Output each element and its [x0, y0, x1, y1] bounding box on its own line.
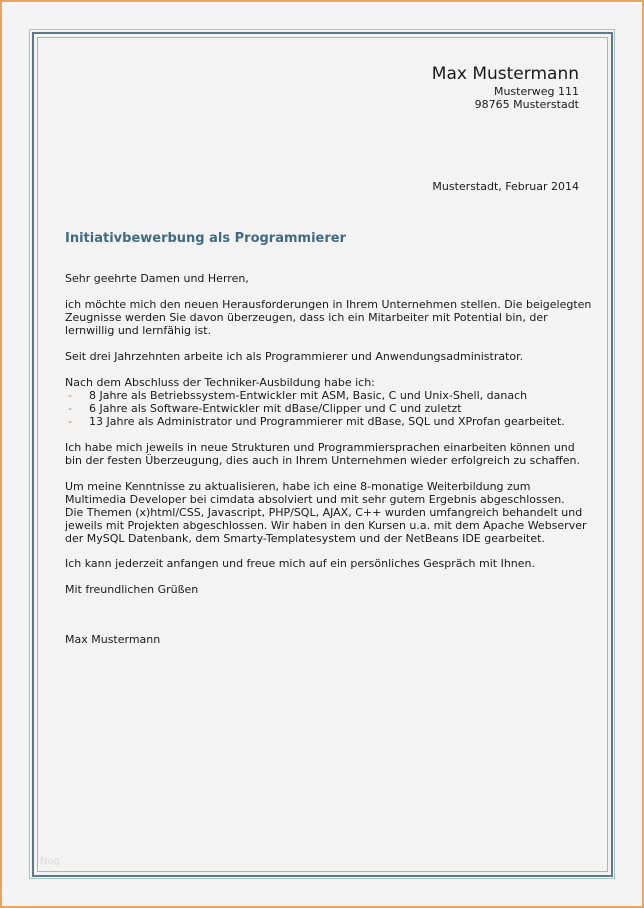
list-item: [65, 415, 565, 428]
list-item-text: 13 Jahre als Administrator und Programmierer mit dBase, SQL und XProfan gearbeitet.: [89, 415, 565, 428]
paragraph-career: [65, 376, 565, 428]
paragraph-experience: Seit drei Jahrzehnten arbeite ich als Programmierer und Anwendungsadministrator.: [65, 350, 524, 363]
sender-name: Max Mustermann: [431, 64, 579, 84]
line: Die Themen (x)html/CSS, Javascript, PHP/SQL, AJAX, C++ wurden umfangreich behandelt und: [65, 506, 583, 519]
letter-subject: Initiativbewerbung als Programmierer: [65, 231, 346, 246]
line: der MySQL Datenbank, dem Smarty-Templatesystem und der NetBeans IDE gearbeitet.: [65, 532, 545, 545]
paragraph-training: [65, 480, 587, 545]
salutation: Sehr geehrte Damen und Herren,: [65, 272, 249, 285]
list-item: [65, 402, 565, 415]
list-item-text: 8 Jahre als Betriebssystem-Entwickler mit ASM, Basic, C und Unix-Shell, danach: [89, 389, 528, 402]
paragraph-availability: Ich kann jederzeit anfangen und freue mich auf ein persönliches Gespräch mit Ihnen.: [65, 557, 535, 570]
line: Ich habe mich jeweils in neue Strukturen und Programmiersprachen einarbeiten können und: [65, 441, 575, 454]
line: bin der festen Überzeugung, dies auch in Ihrem Unternehmen wieder erfolgreich zu schaffen.: [65, 454, 580, 467]
list-item-text: 6 Jahre als Software-Entwickler mit dBase/Clipper und C und zuletzt: [89, 402, 462, 415]
signature-name: Max Mustermann: [65, 633, 161, 646]
list-item: [65, 389, 565, 402]
line: jeweils mit Projekten abgeschlossen. Wir haben in den Kursen u.a. mit dem Apache Webserver: [65, 519, 587, 532]
sender-street: Musterweg 111: [493, 85, 579, 98]
line: Um meine Kenntnisse zu aktualisieren, habe ich eine 8-monatige Weiterbildung zum: [65, 480, 531, 493]
bullet: -: [68, 402, 72, 415]
line: Zeugnisse werden Sie davon überzeugen, dass ich ein Mitarbeiter mit Potential bin, der: [65, 311, 548, 324]
line: lernwillig und lernfähig ist.: [65, 324, 212, 337]
career-list: [65, 389, 565, 428]
bullet: -: [68, 415, 72, 428]
letter-date: Musterstadt, Februar 2014: [432, 180, 579, 193]
sender-city: 98765 Musterstadt: [474, 98, 579, 111]
line: ich möchte mich den neuen Herausforderungen in Ihrem Unternehmen stellen. Die beigelegten: [65, 298, 592, 311]
watermark: Nog: [40, 856, 60, 867]
line: Nach dem Abschluss der Techniker-Ausbildung habe ich:: [65, 376, 375, 389]
closing: Mit freundlichen Grüßen: [65, 583, 199, 596]
paragraph-intro: [65, 298, 591, 337]
bullet: -: [68, 389, 72, 402]
paragraph-adaptability: [65, 441, 580, 467]
line: Multimedia Developer bei cimdata absolviert und mit sehr gutem Ergebnis abgeschlossen.: [65, 493, 565, 506]
